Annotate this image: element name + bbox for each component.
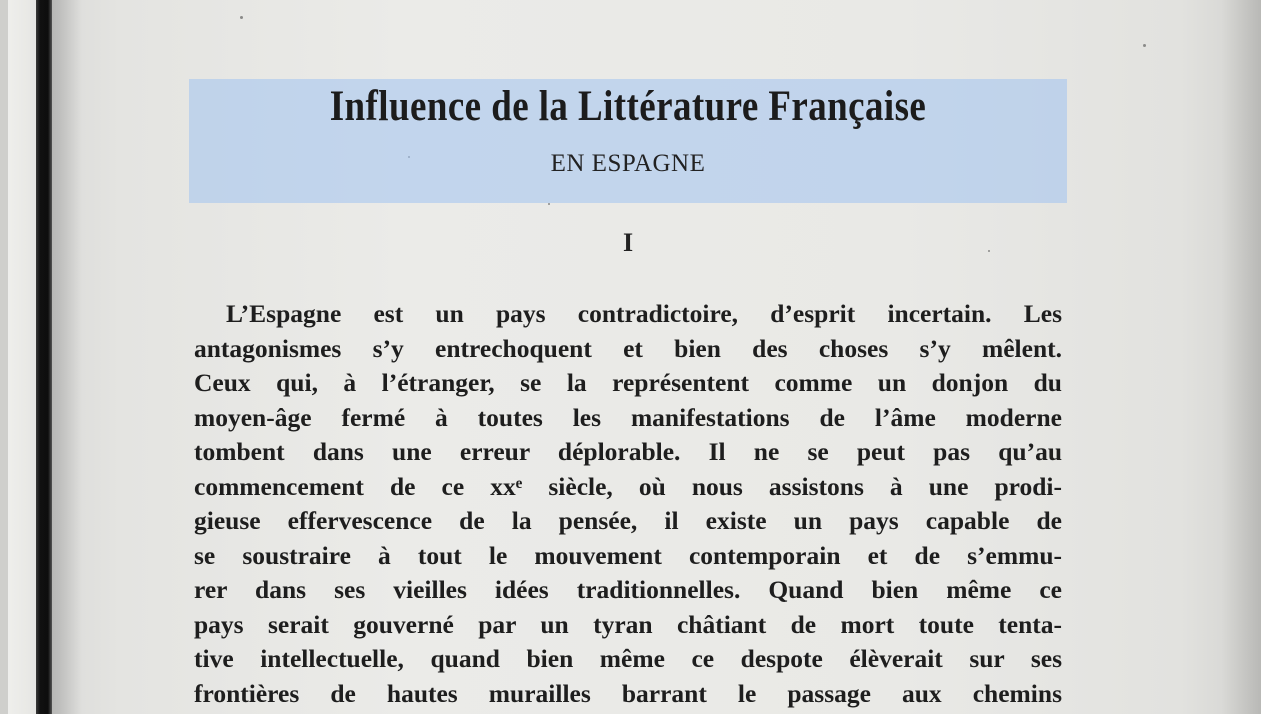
book-binding-edge	[36, 0, 52, 714]
page-title: Influence de la Littérature Française	[329, 83, 927, 130]
page-edge-shadow	[1221, 0, 1261, 714]
text-line: tombent dans une erreur déplorable. Il ne se peut pas qu’au	[194, 437, 1062, 466]
binding-shadow	[52, 0, 82, 714]
text-line: gieuse effervescence de la pensée, il existe un pays capable de	[194, 506, 1062, 535]
text-line: pays serait gouverné par un tyran châtiant de mort toute tenta-	[194, 609, 1062, 639]
text-line: L’Espagne est un pays contradictoire, d’esprit incertain. Les	[226, 299, 1062, 328]
dust-speck	[1143, 44, 1146, 47]
text-line: commencement de ce xxᵉ siècle, où nous assistons à une prodi-	[194, 471, 1062, 501]
text-line: tive intellectuelle, quand bien même ce despote élèverait sur ses	[194, 644, 1062, 673]
page-margin-strip	[0, 0, 8, 714]
text-line: frontières de hautes murailles barrant le passage aux chemins	[194, 678, 1062, 708]
text-line: se soustraire à tout le mouvement contemporain et de s’emmu-	[194, 540, 1062, 570]
dust-speck	[240, 16, 243, 19]
text-line: antagonismes s’y entrechoquent et bien des choses s’y mêlent.	[194, 333, 1062, 363]
section-numeral: I	[622, 228, 634, 257]
body-paragraph	[194, 297, 1062, 711]
text-line: rer dans ses vieilles idées traditionnelles. Quand bien même ce	[194, 575, 1062, 604]
text-line: Ceux qui, à l’étranger, se la représentent comme un donjon du	[194, 368, 1062, 397]
dust-speck	[548, 203, 550, 205]
page-subtitle: EN ESPAGNE	[550, 150, 706, 177]
text-line: moyen-âge fermé à toutes les manifestations de l’âme moderne	[194, 402, 1062, 432]
